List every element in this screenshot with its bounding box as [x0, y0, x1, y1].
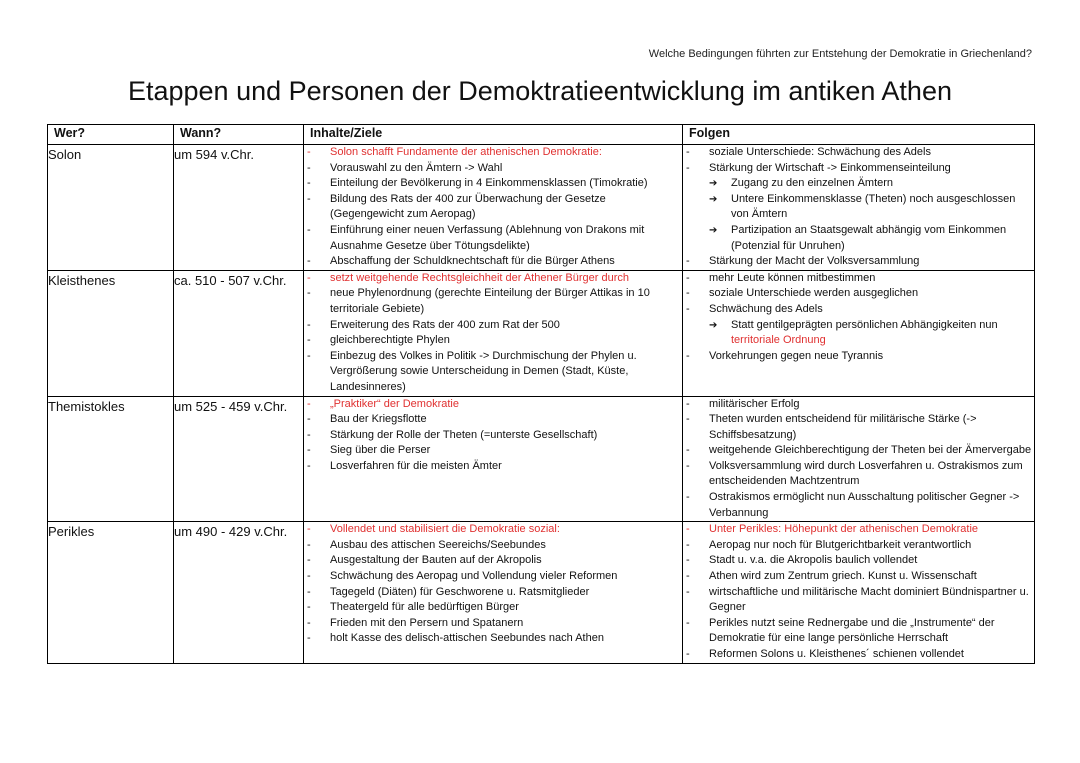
list-item: - Aeropag nur noch für Blutgerichtbarkeit verantwortlich — [686, 538, 972, 551]
list-item: - Unter Perikles: Höhepunkt der athenischen Demokratie — [686, 523, 979, 536]
header-question: Welche Bedingungen führten zur Entstehung der Demokratie in Griechenland? — [648, 48, 1032, 60]
person-date: um 594 v.Chr. — [174, 145, 304, 271]
list-item: - Schwächung des Aeropag und Vollendung vieler Reformen — [307, 570, 618, 583]
democracy-table — [47, 124, 1035, 664]
list-item: - „Praktiker“ der Demokratie — [307, 397, 459, 410]
list-item: - militärischer Erfolg — [686, 397, 800, 410]
list-item: - Frieden mit den Persern und Spatanern — [307, 616, 524, 629]
list-item: - Vorauswahl zu den Ämtern -> Wahl — [307, 161, 503, 174]
list-item: ➔ Zugang zu den einzelnen Ämtern — [683, 176, 1034, 192]
person-date: um 525 - 459 v.Chr. — [174, 396, 304, 522]
page-title: Etappen und Personen der Demoktratieentwicklung im antiken Athen — [127, 76, 952, 106]
list-item: - Athen wird zum Zentrum griech. Kunst u. Wissenschaft — [686, 570, 977, 583]
list-item: - soziale Unterschiede: Schwächung des Adels — [686, 146, 931, 158]
goals-cell — [304, 145, 683, 271]
list-item: - Bildung des Rats der 400 zur Überwachung der Gesetze (Gegengewicht zum Aeropag) — [307, 192, 606, 221]
list-item: - Erweiterung des Rats der 400 zum Rat der 500 — [307, 318, 560, 331]
list-item: - Vollendet und stabilisiert die Demokratie sozial: — [307, 523, 560, 536]
table-row — [48, 396, 1035, 522]
list-item: - Stärkung der Rolle der Theten (=unterste Gesellschaft) — [307, 428, 598, 441]
list-item: - neue Phylenordnung (gerechte Einteilung der Bürger Attikas in 10 territoriale Gebiete) — [307, 287, 650, 315]
person-name: Perikles — [48, 522, 174, 663]
column-header-goals: Inhalte/Ziele — [304, 125, 683, 145]
list-item: - setzt weitgehende Rechtsgleichheit der Athener Bürger durch — [307, 271, 630, 284]
list-item: - Stärkung der Wirtschaft -> Einkommenseinteilung — [686, 161, 951, 174]
consequences-cell — [683, 522, 1035, 663]
list-item: - Volksversammlung wird durch Losverfahren u. Ostrakismos zum entscheidenden Machtzentrum — [686, 459, 1023, 488]
list-item: - Einführung einer neuen Verfassung (Ablehnung von Drakons mit Ausnahme Gesetze über Tötungsdelikte) — [307, 223, 645, 252]
consequences-cell — [683, 396, 1035, 522]
list-item: - Bau der Kriegsflotte — [307, 413, 427, 426]
list-item: ➔ Partizipation an Staatsgewalt abhängig vom Einkommen (Potenzial für Unruhen) — [709, 223, 1007, 252]
table-row — [48, 270, 1035, 396]
list-item: - Stadt u. v.a. die Akropolis baulich vollendet — [686, 554, 918, 567]
consequences-cell — [683, 270, 1035, 396]
list-item: - Solon schafft Fundamente der athenischen Demokratie: — [307, 146, 602, 158]
list-item: - gleichberechtigte Phylen — [307, 334, 450, 347]
list-item: - Ausbau des attischen Seereichs/Seebundes — [307, 538, 546, 551]
arrow-right-icon: ➔ — [709, 178, 718, 190]
list-item: - Ostrakismos ermöglicht nun Ausschaltung politischer Gegner -> Verbannung — [686, 491, 1020, 519]
table-header-row — [48, 125, 1035, 145]
list-item: ➔ Statt gentilgeprägten persönlichen Abhängigkeiten nun territoriale Ordnung — [709, 318, 998, 347]
list-item: - wirtschaftliche und militärische Macht dominiert Bündnispartner u. Gegner — [686, 585, 1029, 614]
person-name: Kleisthenes — [48, 270, 174, 396]
list-item: - Einbezug des Volkes in Politik -> Durchmischung der Phylen u. Vergrößerung sowie Unterscheidung in Demen (Stadt, Küste, Landesinneres) — [307, 349, 637, 393]
person-date: ca. 510 - 507 v.Chr. — [174, 270, 304, 396]
table-row — [48, 145, 1035, 271]
list-item: - mehr Leute können mitbestimmen — [686, 271, 876, 284]
person-name: Themistokles — [48, 396, 174, 522]
goals-cell — [304, 522, 683, 663]
column-header-when: Wann? — [174, 125, 304, 145]
column-header-consequences: Folgen — [683, 125, 1035, 145]
consequences-cell — [683, 145, 1035, 271]
list-item: - Perikles nutzt seine Rednergabe und die „Instrumente“ der Demokratie für eine lange persönliche Herrschaft — [686, 616, 995, 645]
table-row — [48, 522, 1035, 663]
list-item: - Tagegeld (Diäten) für Geschworene u. Ratsmitglieder — [307, 585, 590, 598]
list-item: - Stärkung der Macht der Volksversammlung — [686, 255, 920, 268]
list-item: - Theten wurden entscheidend für militärische Stärke (-> Schiffsbesatzung) — [686, 413, 977, 441]
person-date: um 490 - 429 v.Chr. — [174, 522, 304, 663]
list-item: - holt Kasse des delisch-attischen Seebundes nach Athen — [307, 632, 604, 645]
list-item: - Ausgestaltung der Bauten auf der Akropolis — [307, 554, 542, 567]
column-header-who: Wer? — [48, 125, 174, 145]
arrow-right-icon: ➔ — [709, 319, 718, 331]
person-name: Solon — [48, 145, 174, 271]
list-item: - soziale Unterschiede werden ausgeglichen — [686, 287, 919, 300]
list-item: - Einteilung der Bevölkerung in 4 Einkommensklassen (Timokratie) — [307, 177, 648, 190]
list-item: - Vorkehrungen gegen neue Tyrannis — [686, 349, 884, 362]
goals-cell — [304, 270, 683, 396]
list-item: - Abschaffung der Schuldknechtschaft für die Bürger Athens — [307, 255, 615, 268]
list-item: - Theatergeld für alle bedürftigen Bürger — [307, 601, 519, 614]
arrow-right-icon: ➔ — [709, 193, 718, 205]
list-item: ➔ Untere Einkommensklasse (Theten) noch ausgeschlossen von Ämtern — [709, 192, 1016, 221]
list-item: - Losverfahren für die meisten Ämter — [307, 459, 502, 472]
list-item: - weitgehende Gleichberechtigung der Theten bei der Ämervergabe — [686, 444, 1032, 457]
list-item: - Sieg über die Perser — [307, 444, 431, 457]
goals-cell — [304, 396, 683, 522]
list-item: - Reformen Solons u. Kleisthenes´ schienen vollendet — [686, 648, 964, 660]
list-item: - Schwächung des Adels — [686, 302, 823, 315]
arrow-right-icon: ➔ — [709, 224, 718, 236]
